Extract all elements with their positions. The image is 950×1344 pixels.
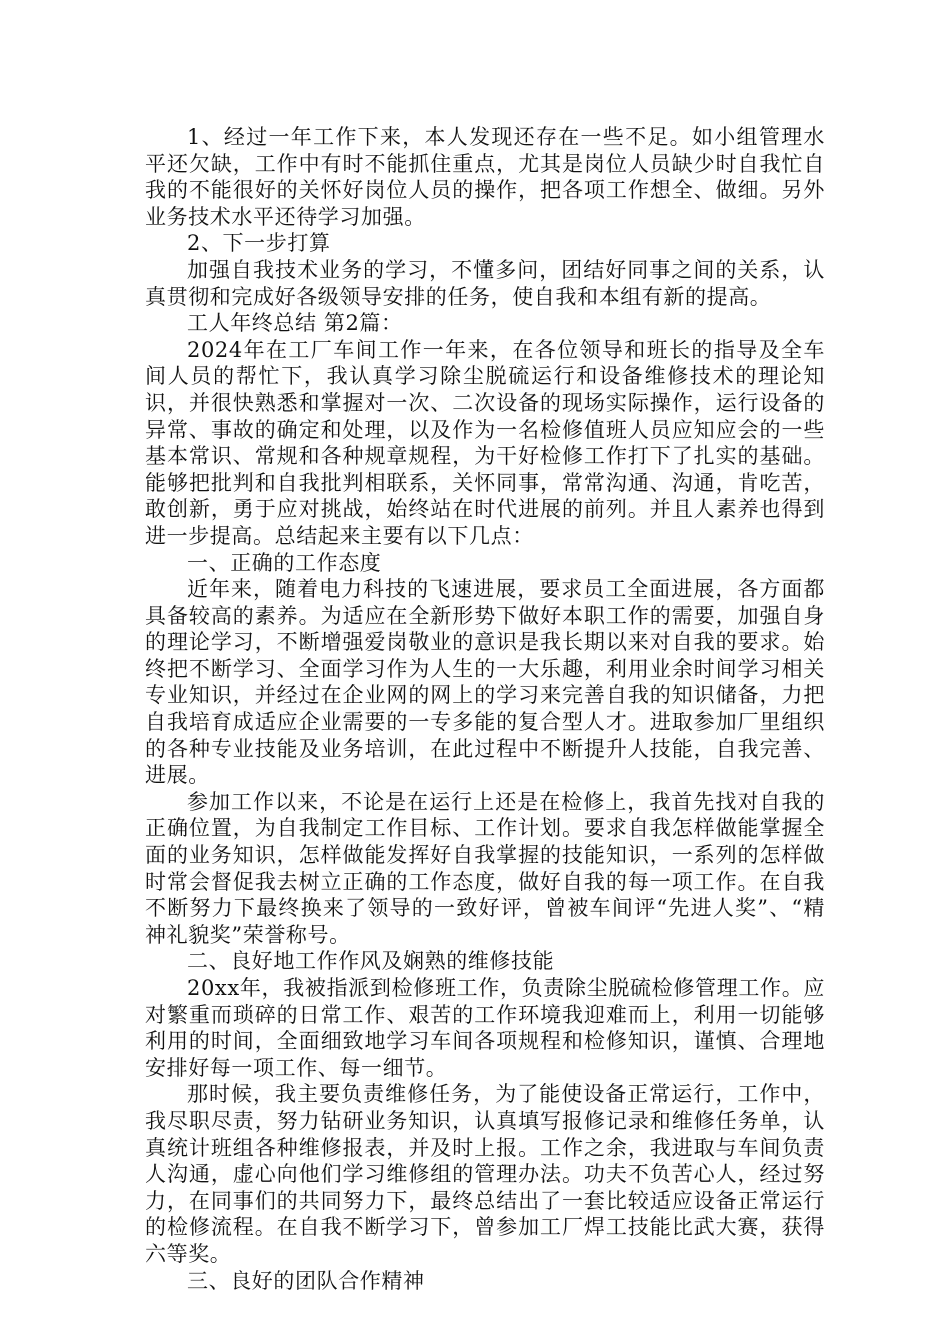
paragraph-recent-years: 近年来，随着电力科技的飞速进展，要求员工全面进展，各方面都具备较高的素养。为适应在全新形势下做好本职工作的需要，加强自身的理论学习，不断增强爱岗敬业的意识是我长期以来对自我的要求。始终把不断学习、全面学习作为人生的一大乐趣，利用业余时间学习相关专业知识，并经过在企业网的网上的学习来完善自我的知识储备，力把自我培育成适应企业需要的一专多能的复合型人才。进取参加厂里组织的各种专业技能及业务培训，在此过程中不断提升人技能，自我完善、进展。 — [145, 577, 825, 788]
heading-teamwork: 三、良好的团队合作精神 — [187, 1268, 425, 1293]
paragraph-2024-intro: 2024年在工厂车间工作一年来，在各位领导和班长的指导及全车间人员的帮忙下，我认真学习除尘脱硫运行和设备维修技术的理论知识，并很快熟悉和掌握对一次、二次设备的现场实际操作，运行设备的异常、事故的确定和处理，以及作为一名检修值班人员应知应会的一些基本常识、常规和各种规章规程，为干好检修工作打下了扎实的基础。能够把批判和自我批判相联系，关怀同事，常常沟通、沟通，肯吃苦，敢创新，勇于应对挑战，始终站在时代进展的前列。并且人素养也得到进一步提高。总结起来主要有以下几点： — [145, 337, 825, 548]
section-title-part-2: 工人年终总结 第2篇： — [187, 311, 403, 336]
paragraph-maintenance-duties: 那时候，我主要负责维修任务，为了能使设备正常运行，工作中，我尽职尽责，努力钻研业务知识，认真填写报修记录和维修任务单，认真统计班组各种维修报表，并及时上报。工作之余，我进取与车间负责人沟通，虚心向他们学习维修组的管理办法。功夫不负苦心人，经过努力，在同事们的共同努力下，最终总结出了一套比较适应设备正常运行的检修流程。在自我不断学习下，曾参加工厂焊工技能比武大赛，获得六等奖。 — [145, 1082, 825, 1266]
heading-work-style: 二、良好地工作作风及娴熟的维修技能 — [187, 949, 555, 974]
heading-work-attitude: 一、正确的工作态度 — [187, 550, 382, 575]
paragraph-deficiencies: 1、经过一年工作下来，本人发现还存在一些不足。如小组管理水平还欠缺，工作中有时不能抓住重点，尤其是岗位人员缺少时自我忙自我的不能很好的关怀好岗位人员的操作，把各项工作想全、做细。另外业务技术水平还待学习加强。 — [145, 125, 825, 229]
document-body — [145, 124, 825, 1294]
paragraph-20xx-assignment: 20xx年，我被指派到检修班工作，负责除尘脱硫检修管理工作。应对繁重而琐碎的日常工作、艰苦的工作环境我迎难而上，利用一切能够利用的时间，全面细致地学习车间各项规程和检修知识，谨慎、合理地安排好每一项工作、每一细节。 — [145, 976, 825, 1080]
paragraph-since-joining: 参加工作以来，不论是在运行上还是在检修上，我首先找对自我的正确位置，为自我制定工作目标、工作计划。要求自我怎样做能掌握全面的业务知识，怎样做能发挥好自我掌握的技能知识，一系列的怎样做时常会督促我去树立正确的工作态度，做好自我的每一项工作。在自我不断努力下最终换来了领导的一致好评，曾被车间评“先进人奖”、“精神礼貌奖”荣誉称号。 — [145, 789, 825, 947]
heading-next-step: 2、下一步打算 — [187, 231, 331, 256]
paragraph-next-step-plan: 加强自我技术业务的学习，不懂多问，团结好同事之间的关系，认真贯彻和完成好各级领导安排的任务，使自我和本组有新的提高。 — [145, 257, 825, 309]
